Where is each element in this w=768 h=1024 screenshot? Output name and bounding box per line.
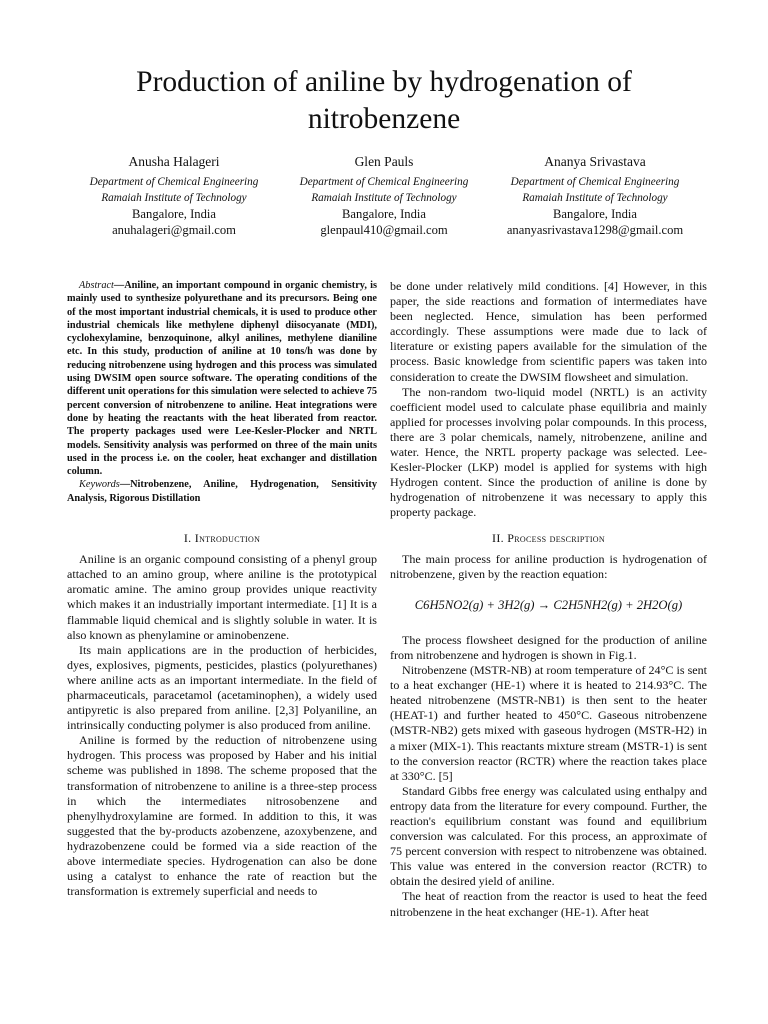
keywords <box>67 478 377 505</box>
author-block-1 <box>64 154 284 238</box>
keywords-text: —Nitrobenzene, Aniline, Hydrogenation, Sensitivity Analysis, Rigorous Distillation <box>67 479 377 504</box>
paragraph: Aniline is formed by the reduction of nitrobenzene using hydrogen. This process was proposed by Haber and his initial scheme was published in 1898. The scheme proposed that the transformation of nitrobenzene to aniline is a three-step process in which the intermediates nitrosobenzene and phenylhydroxylamine are formed. In addition to this, it was suggested that the by-products azobenzene, azoxybenzene, and hydrazobenzene could be formed via a side reaction of the above intermediate species. Hydrogenation can also be done using a catalyst to enhance the rate of reaction but the transformation is extremely superficial and needs to <box>67 733 377 899</box>
author-institution: Ramaiah Institute of Technology <box>522 192 668 204</box>
author-institution: Ramaiah Institute of Technology <box>101 192 247 204</box>
author-email: glenpaul410@gmail.com <box>320 223 448 237</box>
author-email: ananyasrivastava1298@gmail.com <box>506 223 684 237</box>
section-heading-process-description <box>390 531 707 546</box>
right-column <box>390 279 707 920</box>
section-number: II. <box>492 530 504 545</box>
section-title: Process description <box>507 530 605 545</box>
left-column <box>67 279 377 899</box>
paragraph: The non-random two-liquid model (NRTL) is an activity coefficient model used to calculate phase equilibria and mainly applied for processes involving polar compounds. In this process, there are 3 polar chemicals, namely, nitrobenzene, aniline and water. Hence, the NRTL property package was selected. Lee-Kesler-Plocker (LKP) model is applied for systems with high Hydrogen content. Since the production of aniline is done by hydrogenation of nitrobenzene it was necessary to apply this property package. <box>390 384 707 520</box>
paragraph: Nitrobenzene (MSTR-NB) at room temperature of 24°C is sent to a heat exchanger (HE-1) where it is heated to 214.93°C. The heated nitrobenzene (MSTR-NB1) is then sent to the heater (HEAT-1) and further heated to 450°C. Gaseous nitrobenzene (MSTR-NB2) gets mixed with gaseous hydrogen (MSTR-H2) in a mixer (MIX-1). This reactants mixture stream (MSTR-1) is sent to the conversion reactor (RCTR) where the reaction takes place at 330°C. [5] <box>390 663 707 783</box>
author-institution: Ramaiah Institute of Technology <box>311 192 457 204</box>
abstract-label: Abstract <box>79 280 114 291</box>
author-name: Ananya Srivastava <box>544 154 646 169</box>
author-name: Anusha Halageri <box>128 154 220 169</box>
paragraph: be done under relatively mild conditions. [4] However, in this paper, the side reactions and formation of intermediates have been neglected. Hence, simulation has been performed accordingly. These assumptions were made due to lack of literature or existing papers available for the simulation of the process. Basic knowledge from scientific papers was taken into consideration to create the DWSIM flowsheet and simulation. <box>390 279 707 384</box>
keywords-label: Keywords <box>79 479 120 491</box>
author-name: Glen Pauls <box>354 154 414 169</box>
author-block-2 <box>274 154 494 238</box>
abstract-text: —Aniline, an important compound in organic chemistry, is mainly used to synthesize polyurethane and its precursors. Being one of the most important industrial chemicals, it is used to produce other industrial chemicals like methylene diphenyl diisocyanate (MDI), cyclohexylamine, benzoquinone, alkyl anilines, methylene dianiline etc. In this study, production of aniline at 10 tons/h was done by reducing nitrobenzene using hydrogen and this process was simulated using DWSIM open source software. The operating conditions of the different unit operations for this simulation were selected to achieve 75 percent conversion of nitrobenzene to aniline. Heat integrations were done by heating the reactants with the heat liberated from reactor. The property packages used were Lee-Kesler-Plocker and NRTL models. Sensitivity analysis was performed on three of the main units used in the process i.e. on the cooler, heat exchanger and distillation column. <box>67 280 378 478</box>
paragraph: The heat of reaction from the reactor is used to heat the feed nitrobenzene in the heat exchanger (HE-1). After heat <box>390 889 707 919</box>
author-city: Bangalore, India <box>132 207 216 221</box>
abstract <box>67 279 377 478</box>
paragraph: Standard Gibbs free energy was calculated using enthalpy and entropy data from the literature for every compound. Further, the reaction's equilibrium constant was found and equilibrium conversion was calculated. For this process, an approximate of 75 percent conversion with respect to nitrobenzene was obtained. This value was entered in the conversion reactor (RCTR) to obtain the desired yield of aniline. <box>390 783 707 889</box>
author-department: Department of Chemical Engineering <box>510 176 680 188</box>
section-number: I. <box>183 531 192 546</box>
author-department: Department of Chemical Engineering <box>89 176 259 188</box>
author-email: anuhalageri@gmail.com <box>112 223 236 237</box>
author-department: Department of Chemical Engineering <box>299 176 469 188</box>
paper-title: Production of aniline by hydrogenation of nitrobenzene <box>136 66 632 135</box>
section-heading-introduction <box>67 531 377 546</box>
author-block-3 <box>485 154 705 238</box>
author-city: Bangalore, India <box>553 207 637 221</box>
paragraph: Aniline is an organic compound consisting of a phenyl group attached to an amino group, where aniline is the prototypical aromatic amine. The amino group provides unique reactivity which makes it an industrially important intermediate. [1] It is a flammable liquid chemical and is slightly soluble in water. It is also known as phenylamine or aminobenzene. <box>67 552 377 642</box>
author-city: Bangalore, India <box>342 207 426 221</box>
paragraph: The main process for aniline production is hydrogenation of nitrobenzene, given by the reaction equation: <box>390 551 707 581</box>
reaction-equation: C6H5NO2(g) + 3H2(g) → C2H5NH2(g) + 2H2O(g) <box>414 597 683 612</box>
paragraph: Its main applications are in the production of herbicides, dyes, explosives, pigments, pesticides, plastics (polyurethanes) where aniline acts as an important intermediate. In the field of pharmaceuticals, paracetamol (acetaminophen), a widely used antipyretic is also prepared from aniline. [2,3] Polyaniline, an intrinsically conducting polymer is also produced from aniline. <box>67 642 377 733</box>
section-title: Introduction <box>194 531 261 546</box>
paragraph: The process flowsheet designed for the production of aniline from nitrobenzene and hydrogen is shown in Fig.1. <box>390 632 707 662</box>
